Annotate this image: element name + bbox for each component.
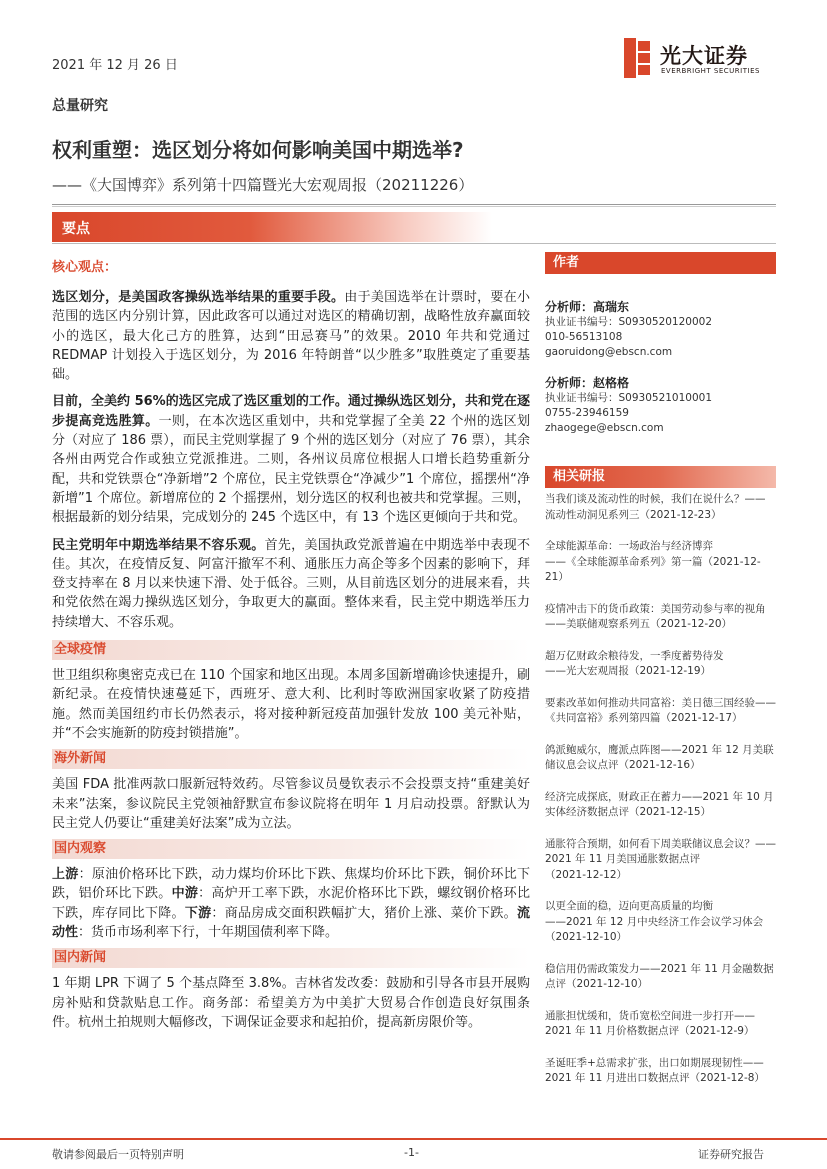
related-report-line: 要素改革如何推动共同富裕：美日德三国经验——: [545, 696, 776, 709]
related-report-item[interactable]: [545, 837, 776, 884]
related-report-line: 2021 年 11 月价格数据点评（2021-12-9）: [545, 1025, 755, 1037]
related-report-line: 以更全面的稳，迈向更高质量的均衡: [545, 900, 713, 912]
analyst-cert: 执业证书编号：S0930521010001: [545, 392, 713, 404]
related-report-line: 鸽派鲍威尔，鹰派点阵图——2021 年 12 月美联: [545, 743, 774, 756]
report-type: 总量研究: [52, 98, 108, 114]
analyst-phone: 0755-23946159: [545, 407, 629, 419]
footer-divider: [0, 1138, 827, 1140]
related-report-line: ——2021 年 12 月中央经济工作会议学习体会: [545, 915, 764, 928]
footer-report-label: 证券研究报告: [698, 1148, 764, 1161]
related-report-line: 流动性动洞见系列三（2021-12-23）: [545, 508, 722, 521]
related-report-line: 2021 年 11 月进出口数据点评（2021-12-8）: [545, 1072, 765, 1084]
report-date: 2021 年 12 月 26 日: [52, 58, 178, 73]
company-logo: [624, 38, 784, 78]
paragraph-domestic-observation: 上游：原油价格环比下跌，动力煤均价环比下跌、焦煤均价环比下跌，铜价环比下跌，铝价环比下跌。中游：高炉开工率下跌，水泥价格环比下跌，螺纹钢价格环比下跌，库存同比下降。下游：商品房成交面积跌幅扩大，猪价上涨、菜价下跌。流动性：货币市场利率下行，十年期国债利率下降。: [52, 867, 530, 941]
related-report-line: 圣诞旺季+总需求扩张，出口如期展现韧性——: [545, 1056, 764, 1069]
analyst-block: [545, 298, 776, 360]
related-report-line: ——光大宏观周报（2021-12-19）: [545, 665, 712, 677]
analyst-name: 分析师：赵格格: [545, 376, 630, 390]
paragraph-progress: 目前，全美约 56%的选区完成了选区重划的工作。通过操纵选区划分，共和党在逐步提高竞选胜算。一则，在本次选区重划中，共和党掌握了全美 22 个州的选区划分（对应了 186 票），而民主党则掌握了 9 个州的选区划分（对应了 76 票），其余各州由两党合作或独立党派推进。二则，各州议员席位根据人口增长趋势重新分配，共和党铁票仓“净新增”2 个席位，民主党铁票仓“净减少”1 个席位，摇摆州“净新增”1 个席位。新增席位的 2 个摇摆州，划分选区的权利也被共和党掌握。三则，根据最新的划分结果，完成划分的 245 个选区中，有 13 个选区更倾向于共和党。: [52, 394, 530, 526]
analyst-block: [545, 374, 776, 436]
banner-divider: [52, 243, 776, 244]
related-report-line: 《共同富裕》系列第四篇（2021-12-17）: [545, 712, 743, 724]
related-report-line: ——美联储观察系列五（2021-12-20）: [545, 618, 733, 630]
related-report-item[interactable]: [545, 492, 776, 523]
paragraph-outlook-lead: 民主党明年中期选举结果不容乐观。: [52, 537, 265, 553]
paragraph-progress-lead: 目前，全美约 56%的选区完成了选区重划的工作。通过操纵选区划分，共和党在逐步提高竞选胜算。: [52, 394, 530, 429]
analyst-cert: 执业证书编号：S0930520120002: [545, 316, 713, 328]
key-points-banner: [52, 212, 492, 242]
related-reports-list: [545, 492, 776, 1087]
core-views-heading: 核心观点：: [52, 260, 118, 275]
related-report-line: 当我们谈及流动性的时候，我们在说什么？——: [545, 493, 766, 505]
paragraph-overseas: 美国 FDA 批准两款口服新冠特效药。尽管参议员曼钦表示不会投票支持“重建美好未来”法案，参议院民主党领袖舒默宣布参议院将在明年 1 月启动投票。舒默认为民主党人仍要让“重建美好法案”成为立法。: [52, 777, 530, 831]
domestic-news-heading: 国内新闻: [52, 948, 530, 968]
authors-heading: 作者: [545, 252, 776, 274]
related-report-line: （2021-12-10）: [545, 931, 628, 943]
related-report-line: 超万亿财政余粮待发，一季度蓄势待发: [545, 649, 724, 662]
paragraph-redistricting: 选区划分，是美国政客操纵选举结果的重要手段。由于美国选举在计票时，要在小范围的选区内分别计算，因此政客可以通过对选区的精确切割，战略性放弃赢面较小的选区，最大化己方的胜算，达到“田忌赛马”的效果。2010 年共和党通过 REDMAP 计划投入于选区划分，为 2016 年特朗普“以少胜多”取胜奠定了重要基础。: [52, 290, 530, 383]
related-report-line: ——《全球能源革命系列》第一篇（2021-12-21）: [545, 555, 761, 583]
header-divider-secondary: [52, 206, 776, 207]
analyst-phone: 010-56513108: [545, 331, 623, 343]
paragraph-epidemic: 世卫组织称奥密克戎已在 110 个国家和地区出现。本周多国新增确诊快速提升，刷新纪录。在疫情快速蔓延下，西班牙、意大利、比利时等欧洲国家收紧了防疫措施。然而美国纽约市长仍然表示，将对接种新冠疫苗加强针发放 100 美元补贴，并“不会实施新的防疫封锁措施”。: [52, 668, 530, 741]
main-column: [52, 258, 530, 1032]
related-report-item[interactable]: [545, 1056, 776, 1087]
related-report-line: 稳信用仍需政策发力——2021 年 11 月金融数据: [545, 962, 774, 975]
logo-en-text: EVERBRIGHT SECURITIES: [661, 67, 760, 75]
related-report-line: 全球能源革命：一场政治与经济博弈: [545, 540, 713, 552]
paragraph-redistricting-lead: 选区划分，是美国政客操纵选举结果的重要手段。: [52, 290, 345, 305]
related-report-line: 经济完成探底，财政正在蓄力——2021 年 10 月: [545, 790, 774, 803]
page-number: -1-: [404, 1146, 419, 1159]
paragraph-outlook: 民主党明年中期选举结果不容乐观。首先，美国执政党派普遍在中期选举中表现不佳。其次，在疫情反复、阿富汗撤军不利、通胀压力高企等多个因素的影响下，拜登支持率在 8 月以来快速下滑、处于低谷。三则，从目前选区划分的进展来看，共和党依然在竭力操纵选区划分，争取更大的赢面。整体来看，民主党中期选举压力持续增大、不容乐观。: [52, 537, 530, 630]
related-report-item[interactable]: [545, 602, 776, 633]
related-report-item[interactable]: [545, 790, 776, 821]
key-points-label: 要点: [62, 221, 90, 237]
domestic-observation-heading: 国内观察: [52, 839, 530, 859]
footer-disclaimer: 敬请参阅最后一页特别声明: [52, 1148, 184, 1161]
sidebar: [545, 252, 776, 1103]
analyst-email[interactable]: zhaogege@ebscn.com: [545, 422, 664, 434]
overseas-news-heading: 海外新闻: [52, 749, 530, 769]
analyst-email[interactable]: gaoruidong@ebscn.com: [545, 346, 673, 358]
related-report-item[interactable]: [545, 899, 776, 946]
analyst-name: 分析师：高瑞东: [545, 300, 630, 314]
related-report-item[interactable]: [545, 539, 776, 586]
related-report-line: 实体经济数据点评（2021-12-15）: [545, 806, 712, 818]
logo-mark-icon: [624, 38, 652, 78]
report-subtitle: ——《大国博弈》系列第十四篇暨光大宏观周报（20211226）: [52, 176, 474, 194]
related-reports-heading: 相关研报: [545, 466, 776, 488]
logo-cn-text: 光大证券: [660, 44, 748, 68]
paragraph-domestic-news: 1 年期 LPR 下调了 5 个基点降至 3.8%。吉林省发改委：鼓励和引导各市县开展购房补贴和贷款贴息工作。商务部：希望美方为中美扩大贸易合作创造良好氛围条件。杭州土拍规则大幅修改，下调保证金要求和起拍价，提高新房限价等。: [52, 976, 530, 1030]
related-report-item[interactable]: [545, 743, 776, 774]
related-report-line: 点评（2021-12-10）: [545, 978, 649, 990]
related-report-line: 通胀担忧缓和，货币宽松空间进一步打开——: [545, 1009, 755, 1022]
report-title: 权利重塑：选区划分将如何影响美国中期选举?: [52, 138, 464, 162]
related-report-line: 通胀符合预期，如何看下周美联储议息会议？——: [545, 837, 776, 850]
global-epidemic-heading: 全球疫情: [52, 640, 530, 660]
related-report-item[interactable]: [545, 696, 776, 727]
related-report-line: 2021 年 11 月美国通胀数据点评: [545, 853, 701, 865]
related-report-item[interactable]: [545, 962, 776, 993]
related-report-item[interactable]: [545, 649, 776, 680]
header-divider: [52, 204, 776, 205]
related-report-line: （2021-12-12）: [545, 868, 628, 881]
related-report-line: 储议息会议点评（2021-12-16）: [545, 759, 701, 771]
related-report-line: 疫情冲击下的货币政策：美国劳动参与率的视角: [545, 602, 766, 615]
related-report-item[interactable]: [545, 1009, 776, 1040]
